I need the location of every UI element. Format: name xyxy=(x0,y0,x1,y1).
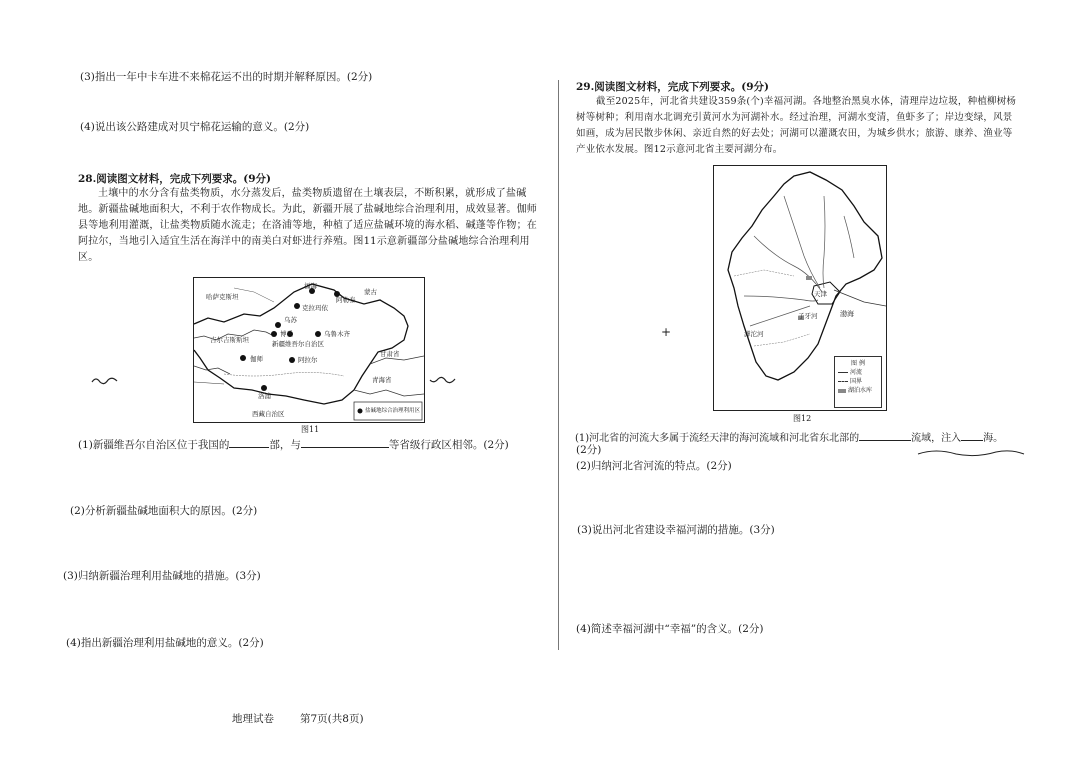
question-28-1 xyxy=(78,437,509,452)
question-28-1-mid: 部，与 xyxy=(269,439,301,451)
label-bohai: 渤海 xyxy=(840,310,854,318)
question-29-passage: 截至2025年，河北省共建设359条(个)幸福河湖。各地整治黑臭水体，清理岸边垃圾，种植柳树杨树等树种；利用南水北调充引黄河水为河湖补水。经过治理，河湖水变清，鱼虾多了；岸边变绿，风景如画，成为居民散步休闲、亲近自然的好去处；河湖可以灌溉农田，为城乡供水；旅游、康养、渔业等产业依水发展。图12示意河北省主要河湖分布。 xyxy=(576,96,1017,155)
label-fuhai: 福海 xyxy=(304,282,317,290)
urumqi-dot xyxy=(315,331,321,337)
jiashi-dot xyxy=(240,355,246,361)
label-tibet: 西藏自治区 xyxy=(252,410,285,418)
wusu-dot xyxy=(275,322,281,328)
figure-12-legend xyxy=(834,356,882,408)
label-hotan: 洛浦 xyxy=(258,392,271,400)
question-29-2: (2)归纳河北省河流的特点。(2分) xyxy=(576,460,732,472)
figure-11-map xyxy=(193,277,425,423)
label-tianjin: 天津 xyxy=(814,290,827,298)
label-gansu: 甘肃省 xyxy=(380,350,400,358)
answer-blank-3[interactable] xyxy=(859,430,911,441)
answer-blank-2[interactable] xyxy=(301,437,389,448)
question-29-1 xyxy=(575,430,1003,446)
figure-12-map xyxy=(713,165,887,411)
footer-subject: 地理试卷 xyxy=(232,713,274,725)
pen-scribble xyxy=(90,374,120,386)
alar-dot xyxy=(289,357,295,363)
label-karamay: 克拉玛依 xyxy=(302,304,328,312)
label-urumqi: 乌鲁木齐 xyxy=(324,330,350,338)
question-28-3: (3)归纳新疆治理利用盐碱地的措施。(3分) xyxy=(63,570,261,582)
footer-page: 第7页(共8页) xyxy=(300,713,364,725)
question-29-4: (4)简述幸福河湖中“幸福”的含义。(2分) xyxy=(576,623,764,635)
karamay-dot xyxy=(294,303,300,309)
label-ziya: 子牙河 xyxy=(798,312,818,320)
question-28-1-pre: (1)新疆维吾尔自治区位于我国的 xyxy=(78,439,230,451)
label-region: 新疆维吾尔自治区 xyxy=(272,340,324,348)
question-29-1-post: 海。 xyxy=(983,433,1004,444)
question-27-4: (4)说出该公路建成对贝宁棉花运输的意义。(2分) xyxy=(80,121,310,133)
legend-border: 国界 xyxy=(838,377,878,386)
label-alar: 阿拉尔 xyxy=(298,356,318,364)
label-mongolia: 蒙古 xyxy=(364,288,377,296)
pen-underline-scribble xyxy=(916,446,1026,460)
plus-mark: + xyxy=(661,325,672,339)
label-hutuo: 滹沱河 xyxy=(744,330,764,338)
answer-blank-4[interactable] xyxy=(961,430,983,441)
question-29-3: (3)说出河北省建设幸福河湖的措施。(3分) xyxy=(577,524,775,536)
question-29-1-pre: (1)河北省的河流大多属于流经天津的海河流域和河北省东北部的 xyxy=(575,433,860,444)
label-wusu: 乌苏 xyxy=(284,316,297,324)
question-28-1-post: 等省级行政区相邻。(2分) xyxy=(388,439,509,451)
label-altay: 阿勒泰 xyxy=(336,296,356,304)
legend-river: 河流 xyxy=(838,368,878,377)
bole-dot xyxy=(271,331,277,337)
pen-scribble-2 xyxy=(428,374,458,386)
hotan-dot xyxy=(261,385,267,391)
label-kazakhstan: 哈萨克斯坦 xyxy=(206,293,239,301)
question-28-title: 28.阅读图文材料，完成下列要求。(9分) xyxy=(78,173,272,185)
question-28-2: (2)分析新疆盐碱地面积大的原因。(2分) xyxy=(70,505,258,517)
figure-11-caption: 图11 xyxy=(301,425,320,434)
figure-12-caption: 图12 xyxy=(793,414,812,423)
question-29-title: 29.阅读图文材料，完成下列要求。(9分) xyxy=(576,81,770,93)
question-29-1-mid: 流域，注入 xyxy=(911,433,962,444)
legend-lake: 湖泊水库 xyxy=(838,386,878,395)
legend-title: 图 例 xyxy=(851,360,865,367)
answer-blank-1[interactable] xyxy=(229,437,269,448)
question-28-4: (4)指出新疆治理利用盐碱地的意义。(2分) xyxy=(66,637,264,649)
question-28-passage: 土壤中的水分含有盐类物质，水分蒸发后，盐类物质遗留在土壤表层，不断积累，就形成了盐碱地。新疆盐碱地面积大，不利于农作物成长。为此，新疆开展了盐碱地综合治理利用，成效显著。伽师县等地利用灌溉，让盐类物质随水流走；在洛浦等地，种植了适应盐碱环境的海水稻、碱蓬等作物；在阿拉尔，当地引入适宜生活在海洋中的南美白对虾进行养殖。图11示意新疆部分盐碱地综合治理利用区。 xyxy=(78,188,537,263)
label-qinghai: 青海省 xyxy=(372,376,392,384)
question-29-1-score: (2分) xyxy=(576,444,602,456)
label-legend: 盐碱地综合治理利用区 xyxy=(365,408,421,414)
label-jiashi: 伽师 xyxy=(250,355,263,363)
label-bole: 博乐 xyxy=(280,330,293,338)
column-divider xyxy=(558,80,559,650)
question-27-3: (3)指出一年中卡车进不来棉花运不出的时期并解释原因。(2分) xyxy=(80,71,373,83)
label-kyrgyz: 吉尔吉斯斯坦 xyxy=(210,336,249,344)
